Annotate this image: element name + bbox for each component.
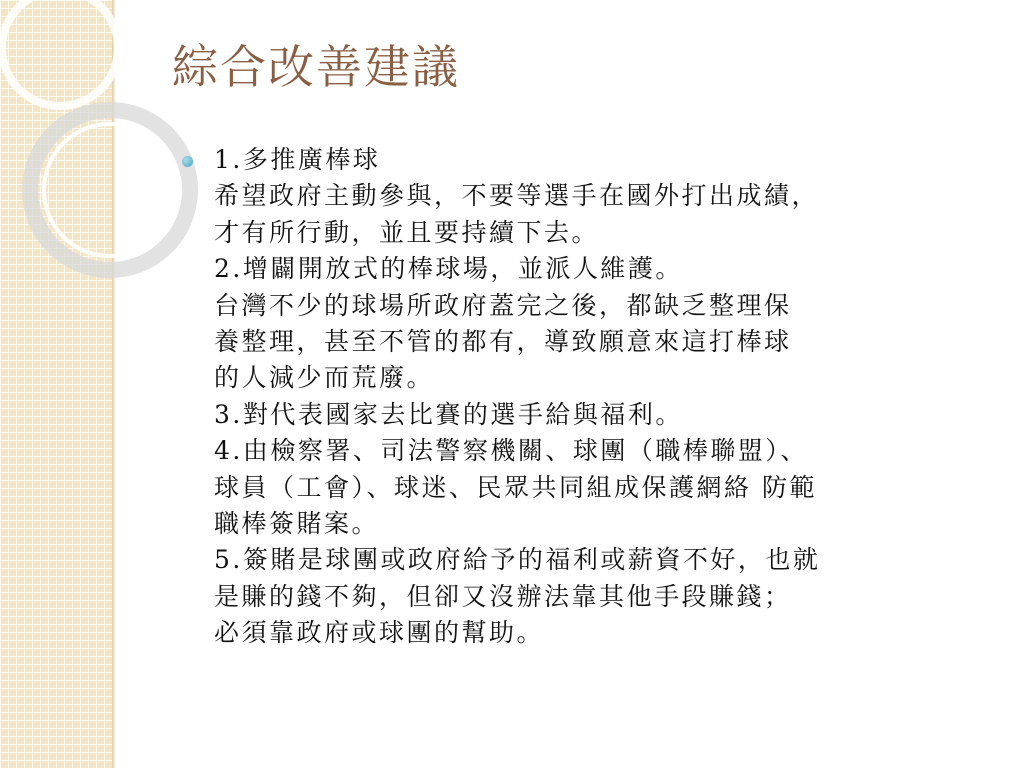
deco-circle-large [30,110,190,270]
body-line: 1.多推廣棒球 [214,145,381,174]
body-line: 4.由檢察署、司法警察機關、球團（職棒聯盟）、 [214,436,808,466]
decorative-circles [0,0,200,300]
body-line: 5.簽賭是球團或政府給予的福利或薪資不好，也就 [214,545,821,575]
slide-body [214,142,1019,652]
deco-circle-inner [44,124,176,256]
body-line: 職棒簽賭案。 [214,509,380,539]
body-line: 希望政府主動參與，不要等選手在國外打出成績， [214,181,820,211]
slide-title: 綜合改善建議 [172,40,460,94]
body-line: 必須靠政府或球團的幫助。 [214,618,545,648]
bullet-icon [182,156,193,167]
body-line: 才有所行動，並且要持續下去。 [214,217,600,247]
deco-circle-top [2,0,118,106]
body-line: 是賺的錢不夠，但卻又沒辦法靠其他手段賺錢； [214,581,792,611]
body-line: 球員（工會）、球迷、民眾共同組成保護網絡 防範 [214,472,817,502]
body-line: 養整理，甚至不管的都有，導致願意來這打棒球 [214,327,792,357]
body-line: 3.對代表國家去比賽的選手給與福利。 [214,399,683,429]
body-line: 2.增闢開放式的棒球場，並派人維護。 [214,254,683,284]
body-line: 台灣不少的球場所政府蓋完之後，都缺乏整理保 [214,290,792,320]
body-line: 的人減少而荒廢。 [214,363,435,393]
